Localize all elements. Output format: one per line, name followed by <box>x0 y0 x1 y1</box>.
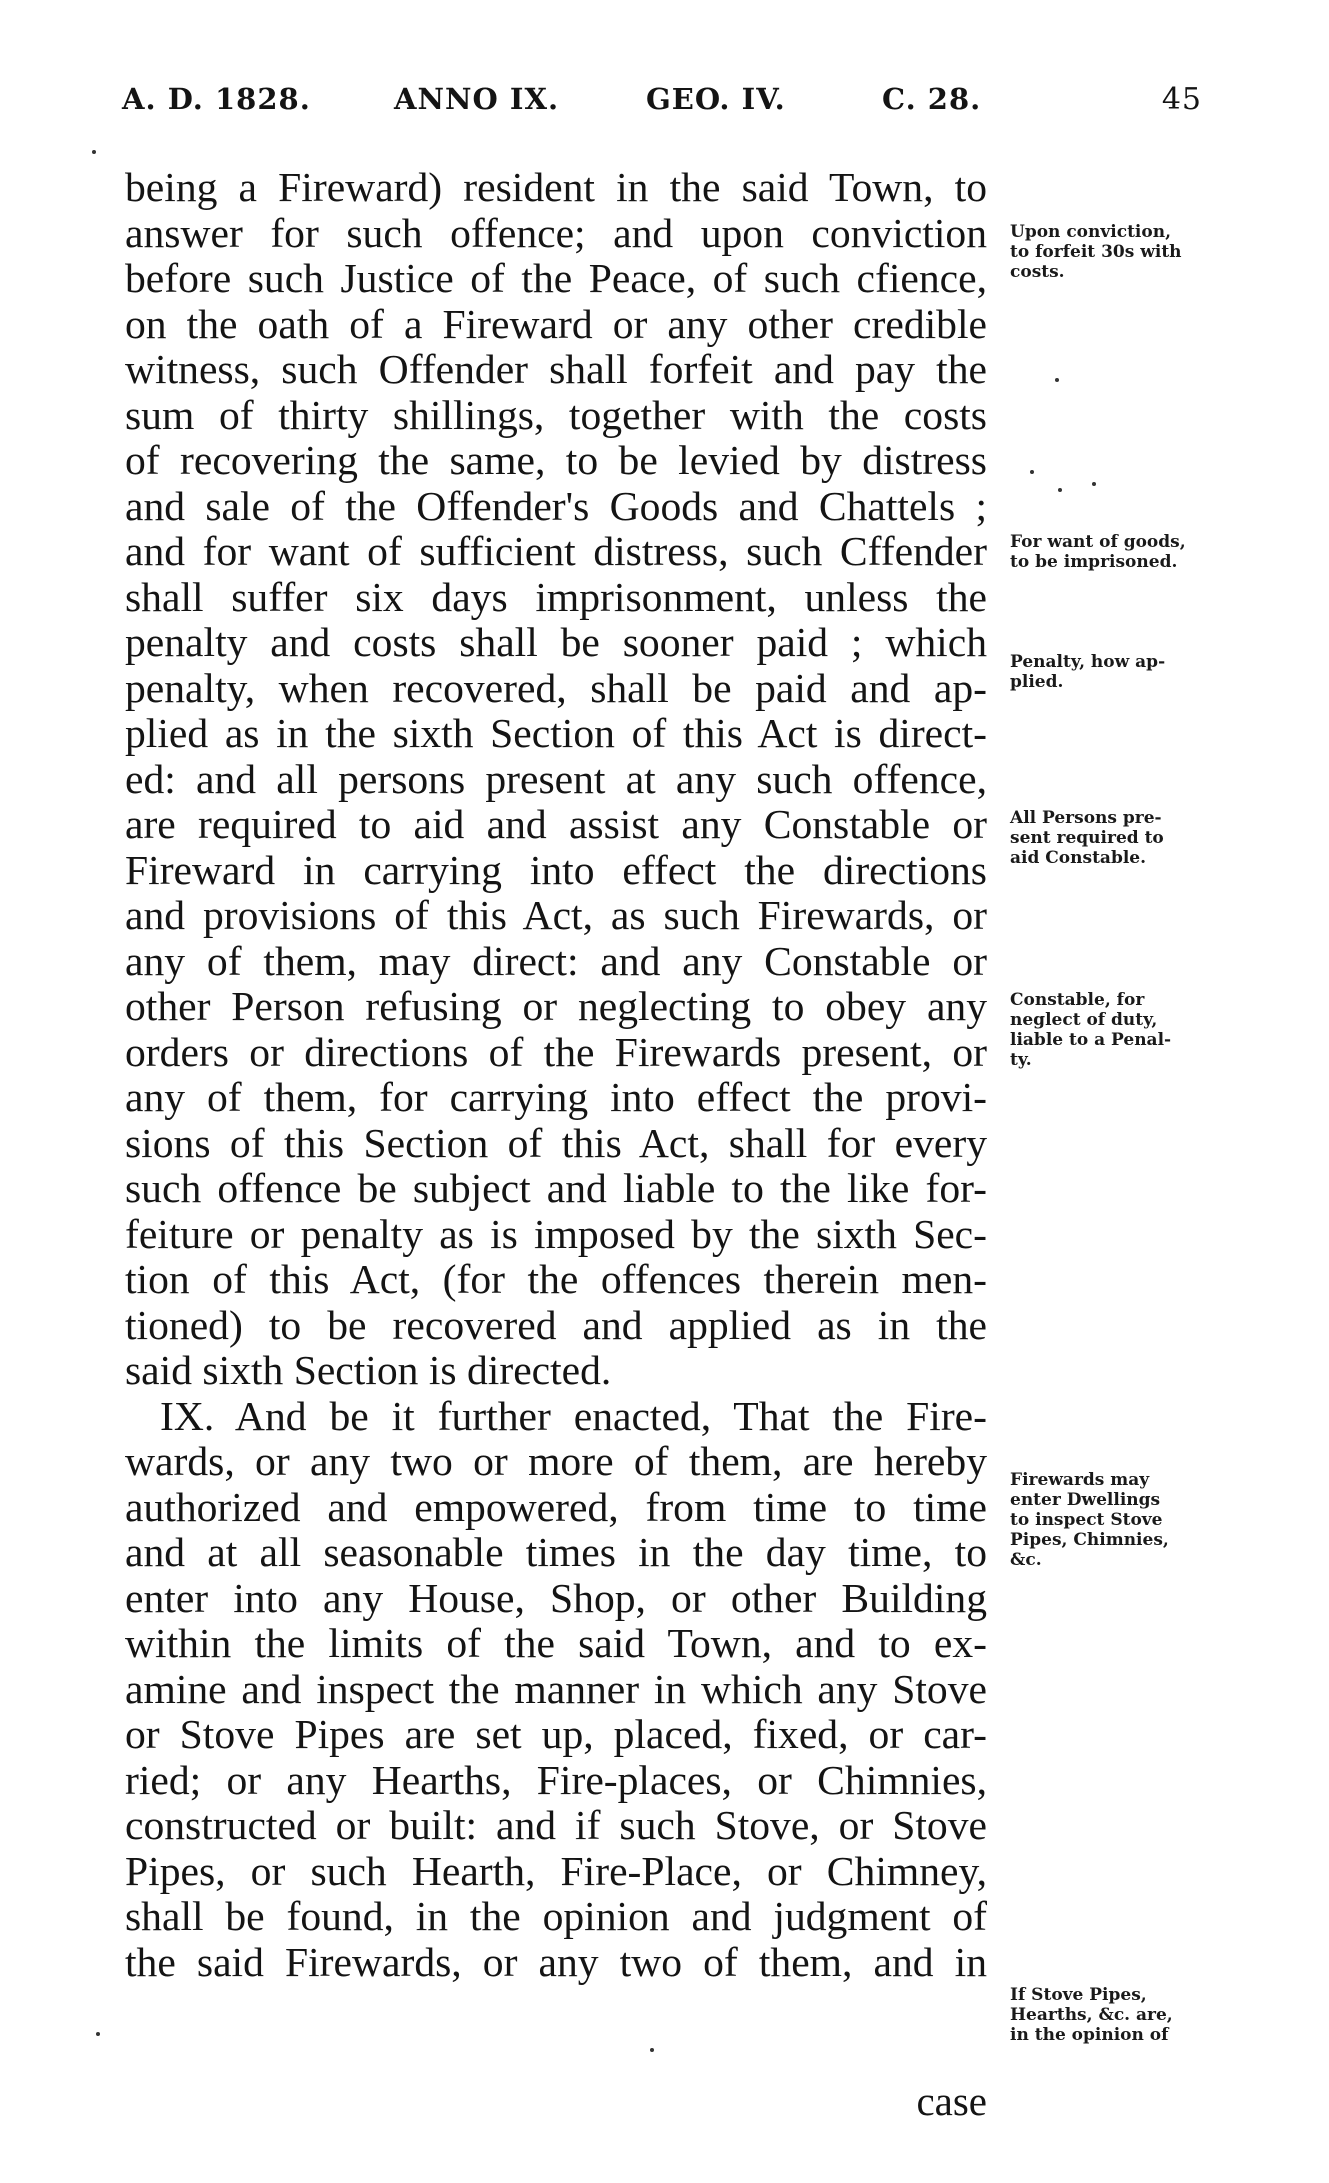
text-line: on the oath of a Fireward or any other credible <box>125 300 987 347</box>
text-line: enter into any House, Shop, or other Building <box>125 1574 987 1621</box>
text-line: Pipes, or such Hearth, Fire-Place, or Chimney, <box>125 1847 987 1894</box>
marginal-note-line: plied. <box>1010 672 1064 692</box>
text-line: plied as in the sixth Section of this Act is direct- <box>125 710 987 756</box>
marginal-note-line: liable to a Penal- <box>1010 1030 1172 1050</box>
text-line: sions of this Section of this Act, shall for every <box>125 1119 987 1166</box>
marginal-note-line: Penalty, how ap- <box>1010 652 1166 672</box>
marginal-note-line: to forfeit 30s with <box>1010 242 1182 262</box>
print-speck <box>1055 378 1059 382</box>
marginal-note-firewards <box>1010 1470 1215 1570</box>
text-line: wards, or any two or more of them, are hereby <box>125 1438 987 1484</box>
print-speck <box>1030 470 1034 474</box>
marginal-note-line: All Persons pre- <box>1010 808 1162 828</box>
marginal-note-line: neglect of duty, <box>1010 1010 1158 1030</box>
running-header <box>122 82 1202 132</box>
text-line: are required to aid and assist any Constable or <box>125 801 987 847</box>
marginal-note-line: to inspect Stove <box>1010 1510 1163 1530</box>
text-line: said sixth Section is directed. <box>125 1347 612 1393</box>
print-speck <box>96 2032 100 2036</box>
marginal-note-imprisonment <box>1010 532 1215 572</box>
text-line: answer for such offence; and upon conviction <box>125 209 987 256</box>
marginal-note-line: Hearths, &c. are, <box>1010 2005 1173 2025</box>
marginal-note-line: Firewards may <box>1010 1470 1150 1490</box>
marginal-note-line: enter Dwellings <box>1010 1490 1161 1510</box>
marginal-note-line: ty. <box>1010 1050 1032 1070</box>
text-line: before such Justice of the Peace, of such cfience, <box>125 255 987 301</box>
text-line: and sale of the Offender's Goods and Chattels ; <box>125 482 987 529</box>
marginal-note-line: sent required to <box>1010 828 1164 848</box>
print-speck <box>92 150 96 154</box>
text-line: penalty, when recovered, shall be paid and ap- <box>125 664 987 711</box>
print-speck <box>650 2048 654 2052</box>
marginal-note-line: in the opinion of <box>1010 2025 1169 2045</box>
marginal-note-line: costs. <box>1010 262 1065 282</box>
text-line: of recovering the same, to be levied by distress <box>125 437 987 483</box>
header-year: A. D. 1828. <box>122 82 311 116</box>
text-line: ed: and all persons present at any such offence, <box>125 755 987 802</box>
print-speck <box>1058 488 1062 492</box>
marginal-note-line: &c. <box>1010 1550 1042 1570</box>
text-line: tion of this Act, (for the offences therein men- <box>125 1256 987 1302</box>
text-line: penalty and costs shall be sooner paid ; which <box>125 619 987 665</box>
marginal-note-persons-present <box>1010 808 1215 868</box>
marginal-note-line: For want of goods, <box>1010 532 1186 552</box>
text-line: and for want of sufficient distress, such Cffender <box>125 528 987 574</box>
text-line: witness, such Offender shall forfeit and pay the <box>125 346 987 392</box>
marginal-note-line: Upon conviction, <box>1010 222 1171 242</box>
marginal-note-stove-pipes <box>1010 1985 1215 2045</box>
text-line: the said Firewards, or any two of them, and in <box>125 1938 987 1985</box>
marginal-note-line: aid Constable. <box>1010 848 1147 868</box>
text-line: or Stove Pipes are set up, placed, fixed, or car- <box>125 1711 987 1757</box>
text-line: feiture or penalty as is imposed by the sixth Sec- <box>125 1210 987 1257</box>
text-line: other Person refusing or neglecting to obey any <box>125 983 987 1029</box>
header-anno: ANNO IX. <box>394 82 560 116</box>
section-ix-heading-line: IX. And be it further enacted, That the Fire- <box>160 1392 987 1439</box>
text-line: shall be found, in the opinion and judgment of <box>125 1893 987 1939</box>
text-line: tioned) to be recovered and applied as in the <box>125 1301 987 1348</box>
marginal-note-penalty <box>1010 652 1215 692</box>
text-line: ried; or any Hearths, Fire-places, or Chimnies, <box>125 1756 987 1803</box>
text-line: shall suffer six days imprisonment, unless the <box>125 573 987 620</box>
text-line: amine and inspect the manner in which any Stove <box>125 1665 987 1712</box>
catchword: case <box>916 2078 987 2124</box>
marginal-note-line: If Stove Pipes, <box>1010 1985 1147 2005</box>
text-line: any of them, for carrying into effect the provi- <box>125 1074 987 1120</box>
page-number: 45 <box>1161 82 1202 117</box>
statute-text <box>125 165 987 1985</box>
text-line: authorized and empowered, from time to time <box>125 1483 987 1530</box>
header-chapter: C. 28. <box>882 82 982 116</box>
text-line: orders or directions of the Firewards present, or <box>125 1028 987 1075</box>
marginal-note-conviction <box>1010 222 1215 282</box>
marginal-note-line: Pipes, Chimnies, <box>1010 1530 1169 1550</box>
text-line: and at all seasonable times in the day time, to <box>125 1529 987 1575</box>
text-line: any of them, may direct: and any Constable or <box>125 937 987 984</box>
text-line: sum of thirty shillings, together with the costs <box>125 391 987 438</box>
text-line: constructed or built: and if such Stove, or Stove <box>125 1802 987 1848</box>
header-reign: GEO. IV. <box>646 82 786 116</box>
marginal-note-constable <box>1010 990 1215 1070</box>
text-line: and provisions of this Act, as such Firewards, or <box>125 892 987 938</box>
text-line: being a Fireward) resident in the said Town, to <box>125 164 987 210</box>
text-line: such offence be subject and liable to the like for- <box>125 1165 987 1211</box>
text-line: within the limits of the said Town, and to ex- <box>125 1620 987 1666</box>
text-line: Fireward in carrying into effect the directions <box>125 846 987 893</box>
print-speck <box>1092 482 1096 486</box>
marginal-note-line: Constable, for <box>1010 990 1145 1010</box>
marginal-note-line: to be imprisoned. <box>1010 552 1178 572</box>
